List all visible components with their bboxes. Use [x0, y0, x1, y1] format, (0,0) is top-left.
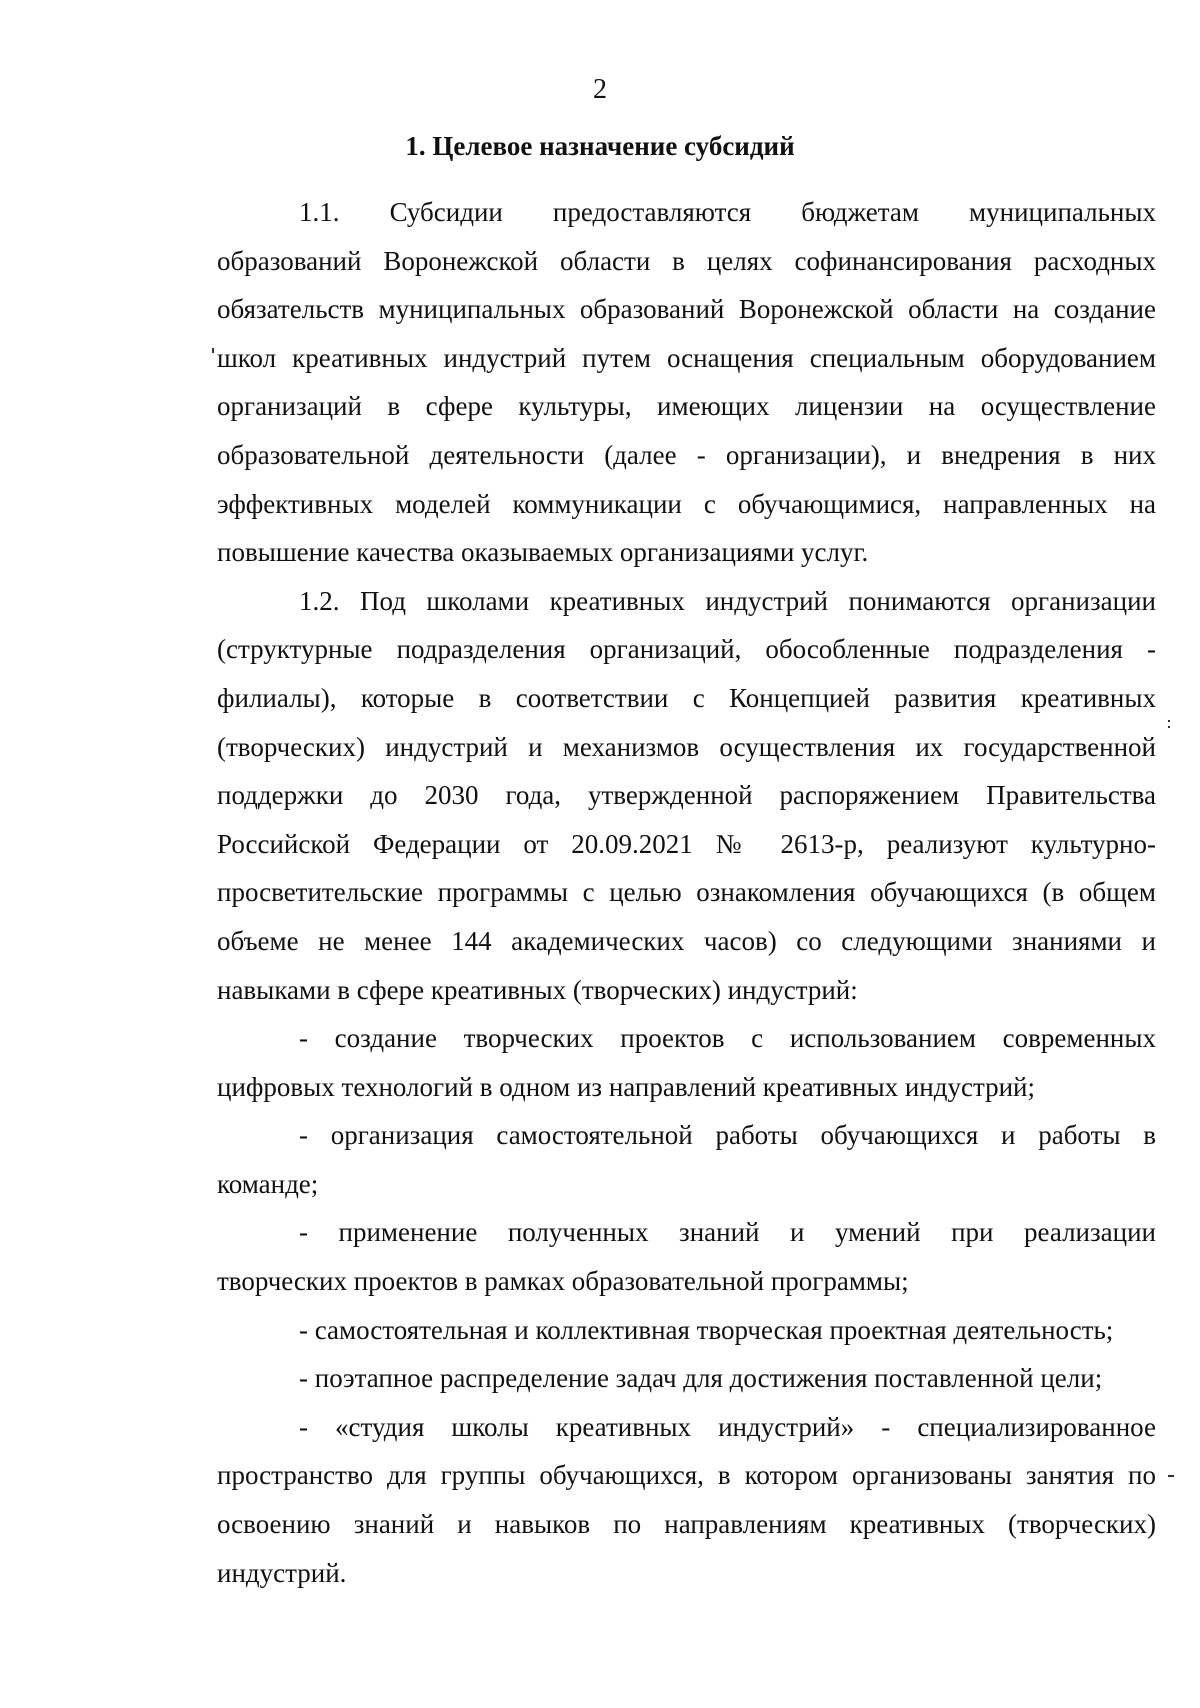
list-item	[217, 1014, 1156, 1111]
scan-speck	[1168, 1475, 1174, 1477]
text-line: Российской Федерации от 20.09.2021 № 2613-р, реализуют культурно-	[217, 828, 1156, 859]
text-line: обязательств муниципальных образований Воронежской области на создание	[217, 294, 1156, 325]
list-item	[217, 1208, 1156, 1305]
document-body	[217, 188, 1156, 1597]
text-line: - применение полученных знаний и умений при реализации	[299, 1217, 1156, 1248]
text-line: поддержки до 2030 года, утвержденной распоряжением Правительства	[217, 780, 1156, 811]
text-line: творческих проектов в рамках образовательной программы;	[217, 1266, 909, 1297]
text-line: - самостоятельная и коллективная творческая проектная деятельность;	[299, 1314, 1114, 1345]
text-line: освоению знаний и навыков по направлениям креативных (творческих)	[217, 1509, 1156, 1540]
text-line: просветительские программы с целью ознакомления обучающихся (в общем	[217, 877, 1156, 908]
text-line: повышение качества оказываемых организациями услуг.	[217, 537, 869, 568]
text-line: - организация самостоятельной работы обучающихся и работы в	[299, 1120, 1156, 1151]
text-line: объеме не менее 144 академических часов) со следующими знаниями и	[217, 925, 1156, 956]
text-line: 1.2. Под школами креативных индустрий понимаются организации	[299, 585, 1156, 616]
text-line: организаций в сфере культуры, имеющих лицензии на осуществление	[217, 391, 1156, 422]
text-line: образовательной деятельности (далее - организации), и внедрения в них	[217, 439, 1156, 470]
scan-speck	[1168, 720, 1170, 722]
paragraph-1-1	[217, 188, 1156, 577]
text-line: школ креативных индустрий путем оснащения специальным оборудованием	[217, 342, 1156, 373]
scan-speck	[1168, 726, 1170, 728]
text-line: индустрий.	[217, 1557, 347, 1588]
paragraph-1-2	[217, 577, 1156, 1014]
text-line: 1.1. Субсидии предоставляются бюджетам муниципальных	[299, 197, 1156, 227]
text-line: - поэтапное распределение задач для достижения поставленной цели;	[299, 1363, 1103, 1394]
page-number: 2	[593, 74, 607, 105]
section-title: 1. Целевое назначение субсидий	[405, 131, 795, 161]
text-line: команде;	[217, 1168, 319, 1199]
list-item	[217, 1354, 1156, 1403]
text-line: (структурные подразделения организаций, обособленные подразделения -	[217, 634, 1156, 665]
text-line: навыками в сфере креативных (творческих) индустрий:	[217, 974, 858, 1005]
text-line: эффективных моделей коммуникации с обучающимися, направленных на	[217, 488, 1156, 519]
text-line: - создание творческих проектов с использованием современных	[299, 1023, 1156, 1054]
text-line: (творческих) индустрий и механизмов осуществления их государственной	[217, 731, 1156, 762]
list-item	[217, 1306, 1156, 1355]
list-item	[217, 1403, 1156, 1597]
list-item	[217, 1111, 1156, 1208]
text-line: филиалы), которые в соответствии с Концепцией развития креативных	[217, 682, 1156, 713]
scan-speck	[212, 348, 214, 353]
text-line: пространство для группы обучающихся, в котором организованы занятия по	[217, 1460, 1156, 1491]
text-line: цифровых технологий в одном из направлений креативных индустрий;	[217, 1071, 1036, 1102]
text-line: - «студия школы креативных индустрий» - специализированное	[299, 1411, 1156, 1442]
text-line: образований Воронежской области в целях софинансирования расходных	[217, 245, 1156, 276]
